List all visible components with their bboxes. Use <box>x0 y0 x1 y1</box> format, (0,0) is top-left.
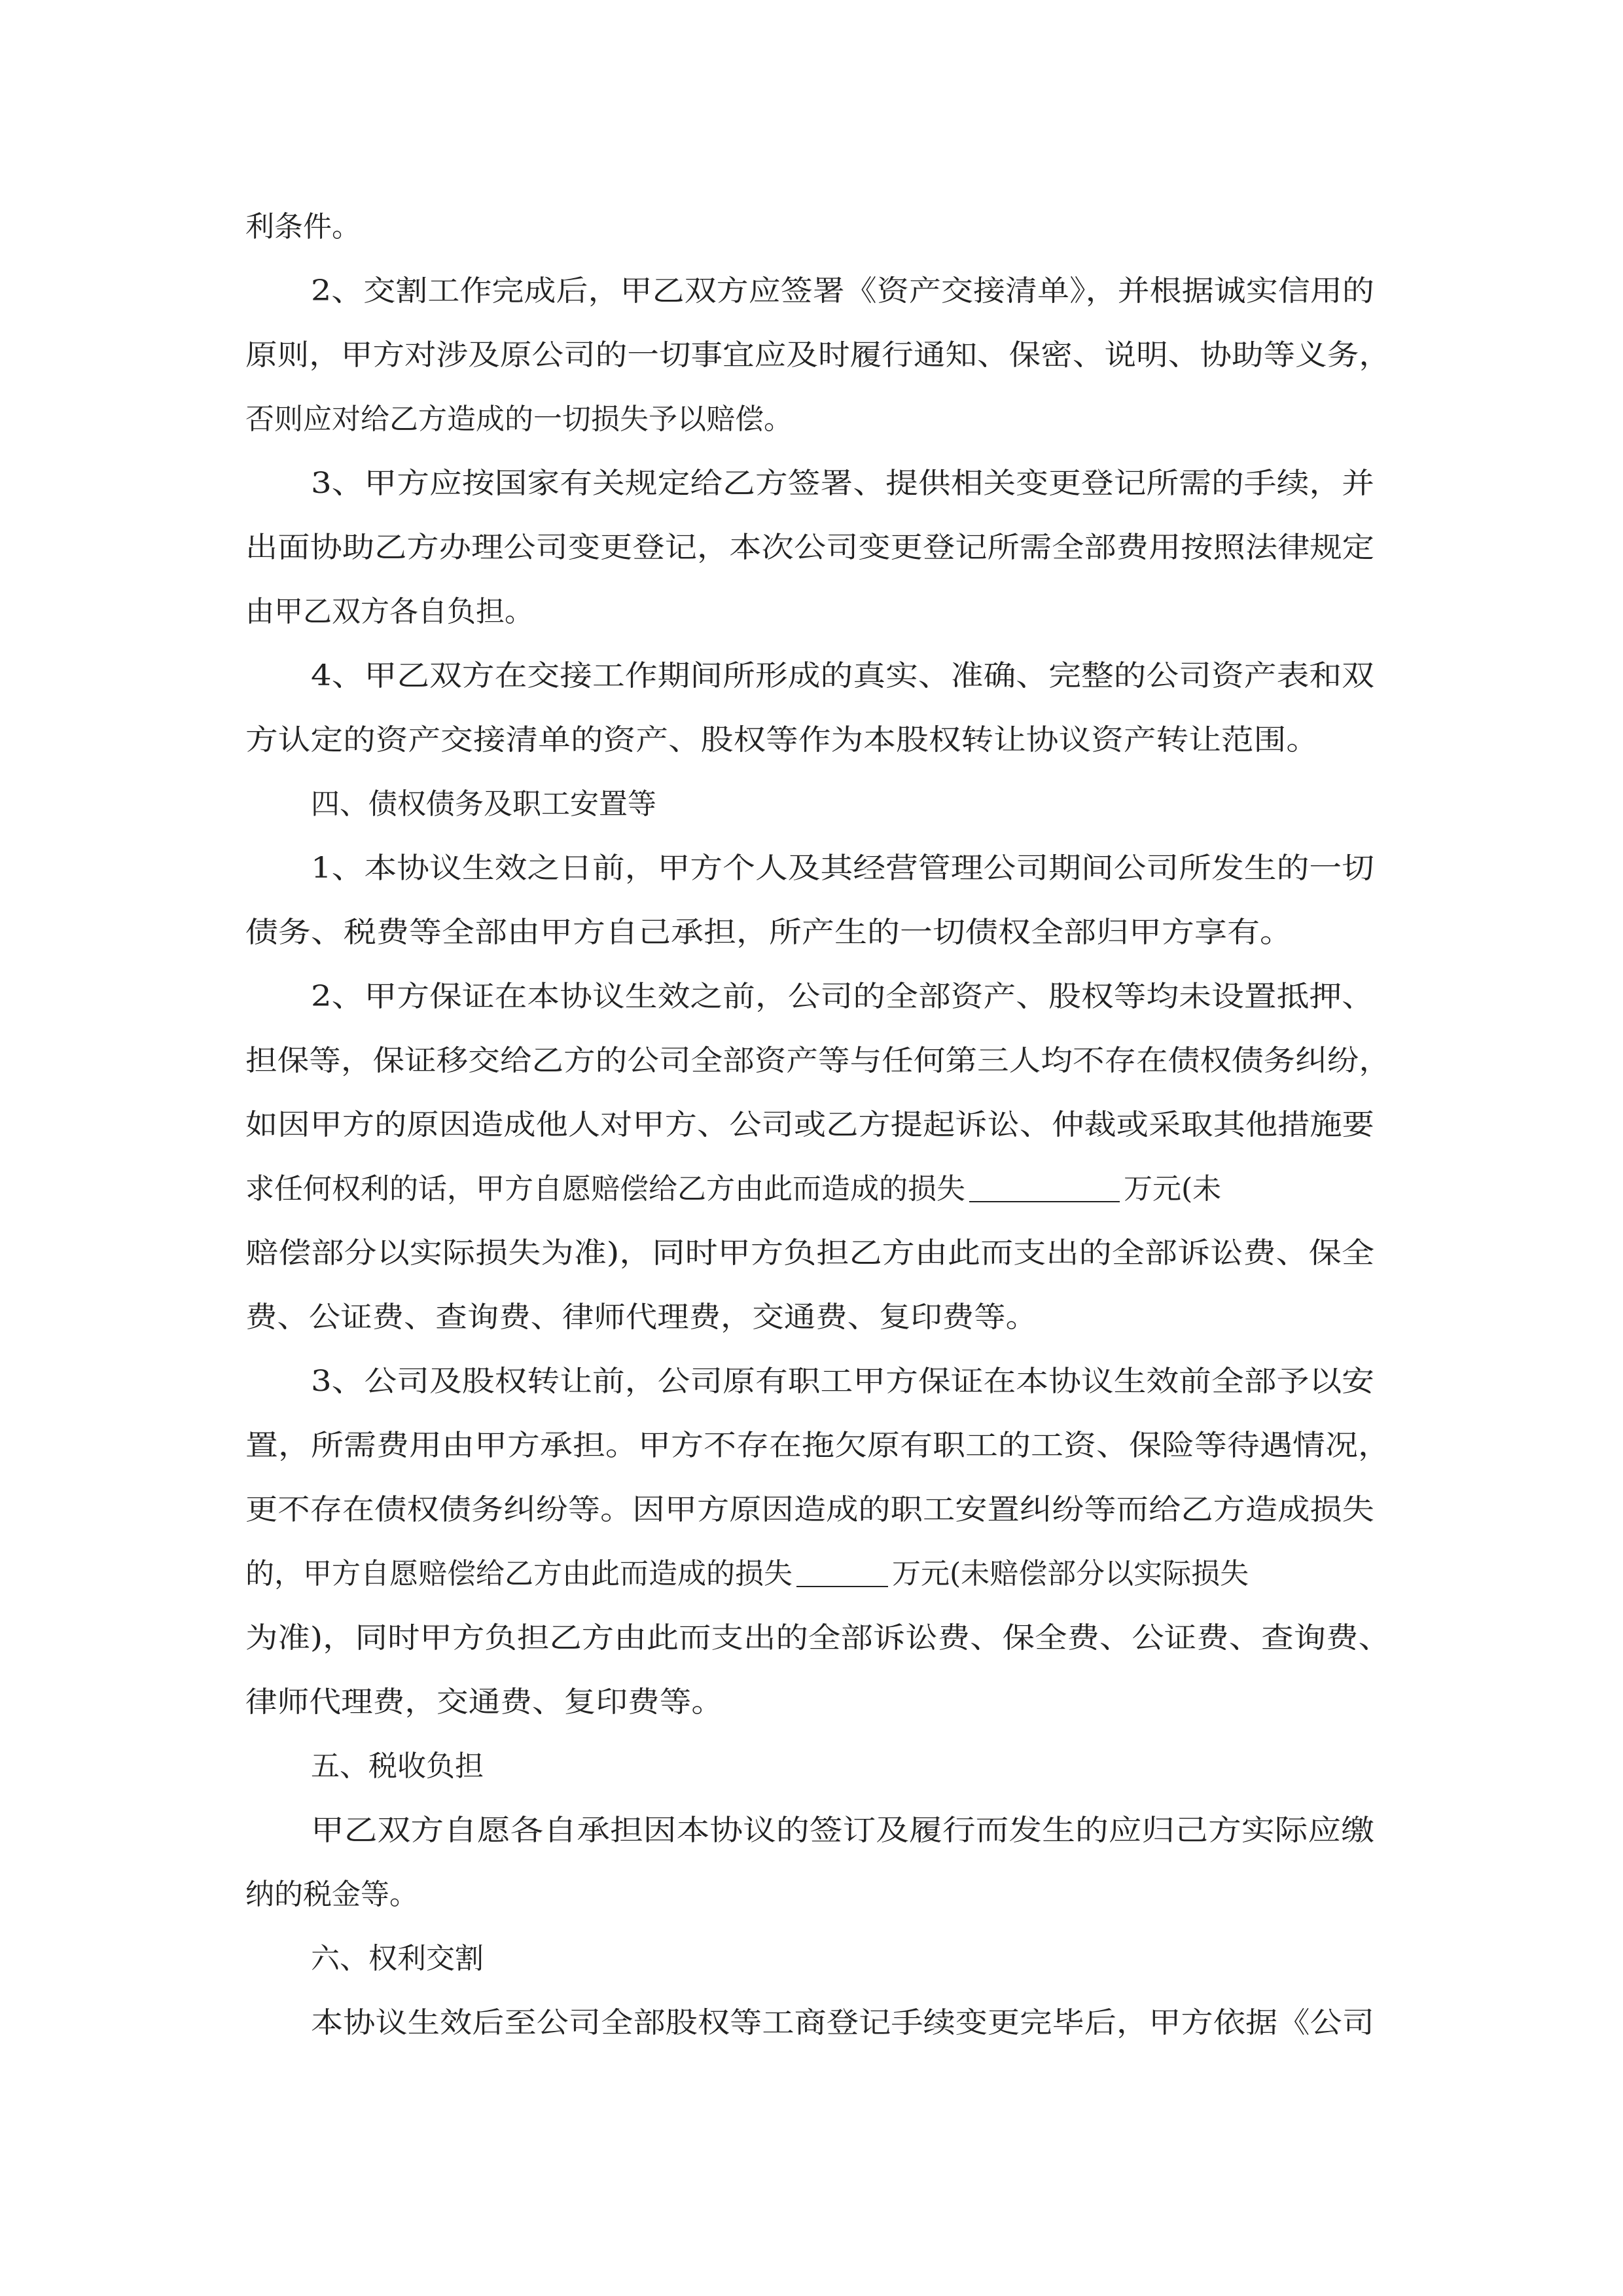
paragraph-line: 2、交割工作完成后，甲乙双方应签署《资产交接清单》，并根据诚实信用的 <box>311 274 1374 308</box>
paragraph-line: 本协议生效后至公司全部股权等工商登记手续变更完毕后，甲方依据《公司 <box>311 2006 1374 2039</box>
paragraph-line: 置，所需费用由甲方承担。甲方不存在拖欠原有职工的工资、保险等待遇情况， <box>245 1429 1391 1462</box>
paragraph-line: 否则应对给乙方造成的一切损失予以赔偿。 <box>245 403 793 436</box>
paragraph-line: 赔偿部分以实际损失为准)，同时甲方负担乙方由此而支出的全部诉讼费、保全 <box>245 1236 1375 1270</box>
paragraph-line <box>245 1157 1391 1221</box>
paragraph-line: 为准)，同时甲方负担乙方由此而支出的全部诉讼费、保全费、公证费、查询费、 <box>245 1621 1391 1655</box>
fill-in-blank <box>796 1557 888 1587</box>
paragraph-line: 更不存在债权债务纠纷等。因甲方原因造成的职工安置纠纷等而给乙方造成损失 <box>245 1493 1374 1526</box>
paragraph-line: 3、甲方应按国家有关规定给乙方签署、提供相关变更登记所需的手续，并 <box>311 467 1374 500</box>
section-heading: 四、债权债务及职工安置等 <box>311 787 656 821</box>
paragraph-line: 4、甲乙双方在交接工作期间所形成的真实、准确、完整的公司资产表和双 <box>311 659 1374 692</box>
fill-in-blank <box>969 1172 1120 1202</box>
section-heading: 五、税收负担 <box>311 1749 484 1783</box>
paragraph-line: 2、甲方保证在本协议生效之前，公司的全部资产、股权等均未设置抵押、 <box>311 980 1374 1013</box>
paragraph-line: 由甲乙双方各自负担。 <box>245 595 533 628</box>
paragraph-line: 如因甲方的原因造成他人对甲方、公司或乙方提起诉讼、仲裁或采取其他措施要 <box>245 1108 1374 1141</box>
paragraph-text: 求任何权利的话，甲方自愿赔偿给乙方由此而造成的损失 <box>245 1172 965 1206</box>
paragraph-line: 甲乙双方自愿各自承担因本协议的签订及履行而发生的应归己方实际应缴 <box>311 1814 1374 1847</box>
text-line: 利条件。 <box>245 210 361 243</box>
paragraph-line: 方认定的资产交接清单的资产、股权等作为本股权转让协议资产转让范围。 <box>245 723 1319 757</box>
paragraph-line: 原则，甲方对涉及原公司的一切事宜应及时履行通知、保密、说明、协助等义务， <box>245 338 1391 372</box>
paragraph-line: 3、公司及股权转让前，公司原有职工甲方保证在本协议生效前全部予以安 <box>311 1365 1374 1398</box>
section-heading: 六、权利交割 <box>311 1942 484 1975</box>
paragraph-line: 纳的税金等。 <box>245 1878 418 1911</box>
paragraph-line: 1、本协议生效之日前，甲方个人及其经营管理公司期间公司所发生的一切 <box>311 852 1374 885</box>
paragraph-line <box>245 1542 1374 1606</box>
paragraph-line: 费、公证费、查询费、律师代理费，交通费、复印费等。 <box>245 1300 1037 1334</box>
paragraph-text: 的，甲方自愿赔偿给乙方由此而造成的损失 <box>245 1557 793 1590</box>
paragraph-line: 出面协助乙方办理公司变更登记，本次公司变更登记所需全部费用按照法律规定 <box>245 531 1374 564</box>
paragraph-text: 万元(未 <box>1124 1172 1222 1206</box>
paragraph-text: 万元(未赔偿部分以实际损失 <box>892 1557 1249 1590</box>
paragraph-line: 律师代理费，交通费、复印费等。 <box>245 1685 724 1719</box>
paragraph-line: 债务、税费等全部由甲方自己承担，所产生的一切债权全部归甲方享有。 <box>245 916 1293 949</box>
paragraph-line: 担保等，保证移交给乙方的公司全部资产等与任何第三人均不存在债权债务纠纷， <box>245 1044 1391 1077</box>
